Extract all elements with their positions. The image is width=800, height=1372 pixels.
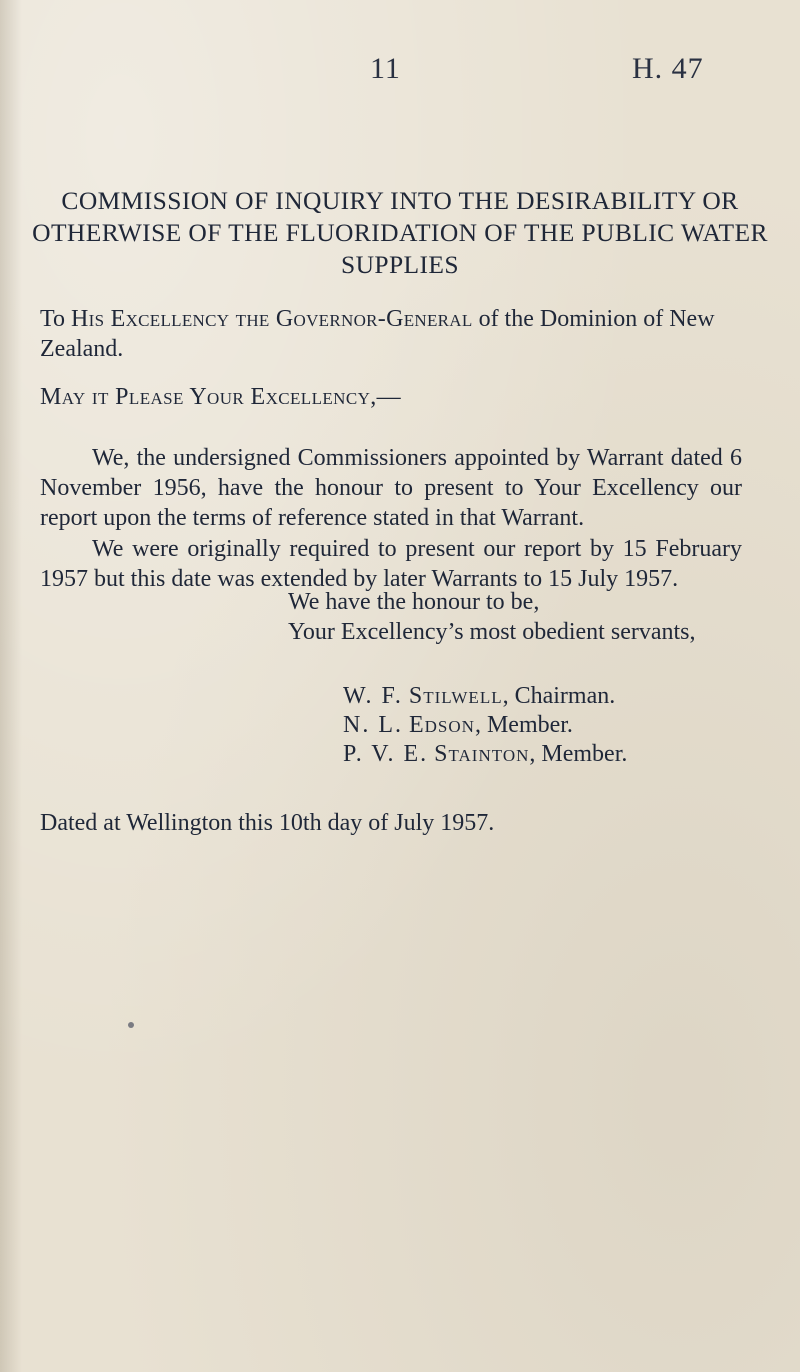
signatory-surname: Stainton [434,741,530,767]
salutation: May it Please Your Excellency,— [40,384,402,410]
signatory-initials: N. L. [343,712,403,738]
signatory-initials: W. F. [343,683,403,709]
signatory-chairman [343,681,615,711]
dated-line: Dated at Wellington this 10th day of July 1957. [40,810,495,836]
closing-line: Your Excellency’s most obedient servants, [288,619,696,645]
addressee: His Excellency the Governor-General [70,306,473,332]
signatory-surname: Stilwell [408,683,503,709]
signatory-role: , Member. [474,712,573,738]
signatory-role: , Member. [529,741,628,767]
page-number: 11 [370,52,401,85]
ink-speck [128,1022,134,1028]
signatory-surname: Edson [409,712,475,738]
document-reference: H. 47 [632,52,704,85]
signatory-role: , Chairman. [502,683,616,709]
signatory-initials: P. V. E. [343,741,429,767]
page-edge-shadow [0,0,22,1372]
signatory-member [343,710,573,740]
body-paragraph: We were originally required to present our report by 15 February 1957 but this date was extended by later Warrants to 15 July 1957. [40,536,742,592]
body-paragraph: We, the undersigned Commissioners appointed by Warrant dated 6 November 1956, have the honour to present to Your Excellency our report upon the terms of reference stated in that Warrant. [40,445,742,531]
address-suffix: of the Dominion of New Zealand. [40,306,715,362]
closing-line: We have the honour to be, [288,589,540,615]
signatory-member [343,739,627,769]
report-title: COMMISSION OF INQUIRY INTO THE DESIRABILITY OR OTHERWISE OF THE FLUORIDATION OF THE PUBLIC WATER SUPPLIES [32,186,768,279]
address-line [40,304,740,364]
address-prefix: To [40,306,71,332]
